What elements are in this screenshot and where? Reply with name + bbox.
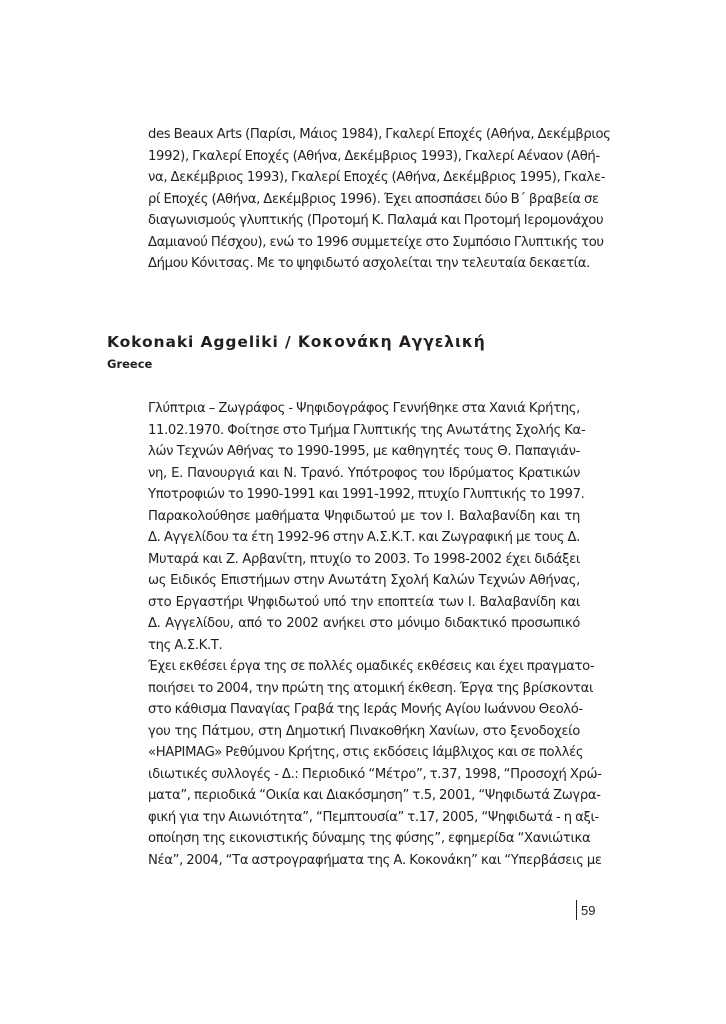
text-line: γου της Πάτμου, στη Δημοτική Πινακοθήκη Χανίων, στο ξενοδοχείο bbox=[148, 723, 580, 739]
text-line: Υποτροφιών το 1990-1991 και 1991-1992, πτυχίο Γλυπτικής το 1997. bbox=[148, 487, 585, 502]
text-line: ως Ειδικός Επιστήμων στην Ανωτάτη Σχολή Καλών Τεχνών Αθήνας, bbox=[148, 573, 580, 588]
text-line: φική για την Αιωνιότητα”, “Πεμπτουσία” τ.17, 2005, “Ψηφιδωτά - η αξι- bbox=[148, 809, 599, 825]
text-line: ποιήσει το 2004, την πρώτη της ατομική έκθεση. Έργα της βρίσκονται bbox=[148, 680, 594, 696]
artist-bio bbox=[148, 398, 602, 871]
text-line: Έχει εκθέσει έργα της σε πολλές ομαδικές εκθέσεις και έχει πραγματο- bbox=[148, 659, 595, 674]
text-line: 1992), Γκαλερί Εποχές (Αθήνα, Δεκέμβριος 1993), Γκαλερί Αέναον (Αθή- bbox=[148, 148, 600, 164]
text-line: ματα”, περιοδικά “Οικία και Διακόσμηση” τ.5, 2001, “Ψηφιδωτά Ζωγρα- bbox=[148, 788, 601, 803]
text-line: Δ. Αγγελίδου τα έτη 1992-96 στην Α.Σ.Κ.Τ. και Ζωγραφική με τους Δ. bbox=[148, 530, 580, 545]
page-number-value: 59 bbox=[581, 902, 596, 918]
text-line: Νέα”, 2004, “Τα αστρογραφήματα της Α. Κοκονάκη” και “Υπερβάσεις με bbox=[148, 852, 602, 868]
text-line: διαγωνισμούς γλυπτικής (Προτομή Κ. Παλαμά και Προτομή Ιερομονάχου bbox=[148, 213, 604, 228]
previous-artist-bio-continuation bbox=[148, 124, 611, 275]
text-line: des Beaux Arts (Παρίσι, Μάιος 1984), Γκαλερί Εποχές (Αθήνα, Δεκέμβριος bbox=[148, 127, 611, 142]
text-line: Δ. Αγγελίδου, από το 2002 ανήκει στο μόνιμο διδακτικό προσωπικό bbox=[148, 616, 580, 631]
text-line: Δήμου Κόνιτσας. Με το ψηφιδωτό ασχολείται την τελευταία δεκαετία. bbox=[148, 256, 590, 271]
text-line: Γλύπτρια – Ζωγράφος - Ψηφιδογράφος Γεννήθηκε στα Χανιά Κρήτης, bbox=[148, 401, 580, 416]
text-line: στο κάθισμα Παναγίας Γραβά της Ιεράς Μονής Αγίου Ιωάννου Θεολό- bbox=[148, 702, 583, 717]
page-number bbox=[576, 900, 595, 920]
text-line: λών Τεχνών Αθήνας το 1990-1995, με καθηγητές τους Θ. Παπαγιάν- bbox=[148, 444, 580, 459]
page-number-divider bbox=[576, 900, 577, 920]
text-line: ρί Εποχές (Αθήνα, Δεκέμβριος 1996). Έχει αποσπάσει δύο Β΄ βραβεία σε bbox=[148, 191, 599, 207]
text-line: της Α.Σ.Κ.Τ. bbox=[148, 637, 223, 653]
text-line: Μυταρά και Ζ. Αρβανίτη, πτυχίο το 2003. Το 1998-2002 έχει διδάξει bbox=[148, 551, 580, 567]
text-line: νη, Ε. Πανουργιά και Ν. Τρανό. Υπότροφος του Ιδρύματος Κρατικών bbox=[148, 465, 580, 481]
text-line: Δαμιανού Πέσχου), ενώ το 1996 συμμετείχε στο Συμπόσιο Γλυπτικής του bbox=[148, 234, 604, 250]
text-line: ιδιωτικές συλλογές - Δ.: Περιοδικό “Μέτρο”, τ.37, 1998, “Προσοχή Χρώ- bbox=[148, 766, 602, 782]
text-line: Παρακολούθησε μαθήματα Ψηφιδωτού με τον Ι. Βαλαβανίδη και τη bbox=[148, 508, 580, 524]
text-line: στο Εργαστήρι Ψηφιδωτού υπό την εποπτεία των Ι. Βαλαβανίδη και bbox=[148, 594, 580, 610]
text-line: «HAPIMAG» Ρεθύμνου Κρήτης, στις εκδόσεις Ιάμβλιχος και σε πολλές bbox=[148, 745, 584, 760]
artist-name-heading: Kokonaki Aggeliki / Κοκονάκη Αγγελική bbox=[107, 333, 486, 351]
text-line: να, Δεκέμβριος 1993), Γκαλερί Εποχές (Αθήνα, Δεκέμβριος 1995), Γκαλε- bbox=[148, 170, 606, 185]
text-line: οποίηση της εικονιστικής δύναμης της φύσης”, εφημερίδα “Χανιώτικα bbox=[148, 831, 591, 846]
artist-country: Greece bbox=[107, 357, 153, 371]
text-line: 11.02.1970. Φοίτησε στο Τμήμα Γλυπτικής της Ανωτάτης Σχολής Κα- bbox=[148, 422, 586, 438]
